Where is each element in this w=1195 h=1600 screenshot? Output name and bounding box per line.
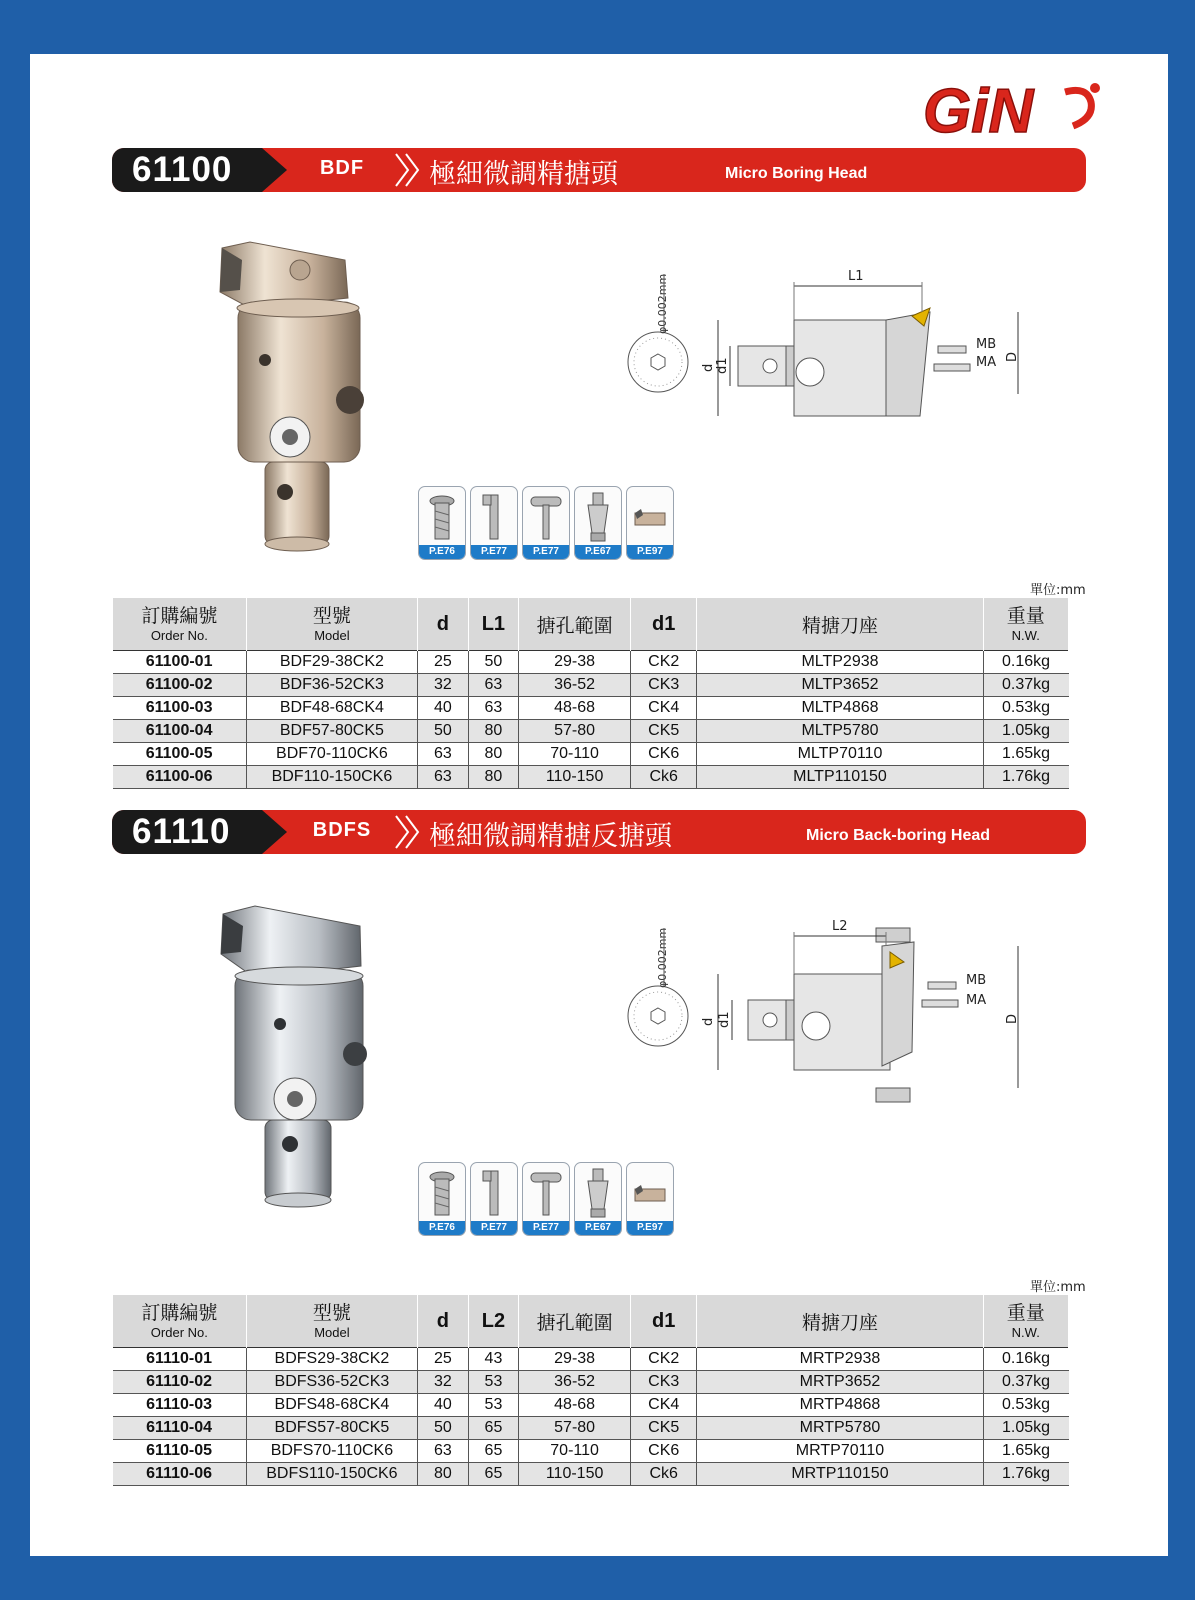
d1-value: Ck6: [630, 1463, 696, 1486]
t-wrench-icon: [523, 1165, 569, 1221]
d-value: 40: [418, 697, 469, 720]
d-value: 40: [418, 1394, 469, 1417]
holder-value: MLTP4868: [697, 697, 983, 720]
order-no: 61110-03: [113, 1394, 247, 1417]
table-row: [113, 720, 1069, 743]
accessory-ref: P.E67: [575, 545, 621, 559]
col-holder: 精搪刀座: [697, 1295, 983, 1348]
accessory-ref: P.E76: [419, 545, 465, 559]
catalog-page: [30, 54, 1168, 1556]
accessory-shank-card[interactable]: [574, 486, 622, 560]
weight-value: 0.16kg: [983, 651, 1068, 674]
d1-value: Ck6: [630, 766, 696, 789]
dim-label-MB: MB: [966, 973, 987, 988]
accessory-insert-holder-card[interactable]: [626, 1162, 674, 1236]
d-value: 32: [418, 674, 469, 697]
d1-value: CK5: [630, 1417, 696, 1440]
length-value: 50: [468, 651, 519, 674]
length-value: 53: [468, 1394, 519, 1417]
model: BDFS36-52CK3: [246, 1371, 417, 1394]
order-no: 61100-04: [113, 720, 247, 743]
col-range: 搪孔範圍: [519, 1295, 631, 1348]
d-value: 25: [418, 1348, 469, 1371]
col-length: L2: [468, 1295, 519, 1348]
d1-value: CK2: [630, 1348, 696, 1371]
col-model: 型號 Model: [246, 1295, 417, 1348]
d-value: 32: [418, 1371, 469, 1394]
weight-value: 1.05kg: [983, 720, 1068, 743]
accessory-t-wrench-card[interactable]: [522, 486, 570, 560]
weight-value: 1.05kg: [983, 1417, 1068, 1440]
holder-value: MRTP2938: [697, 1348, 983, 1371]
length-value: 63: [468, 674, 519, 697]
section-number: 61100: [132, 150, 233, 189]
range-value: 36-52: [519, 674, 631, 697]
col-order: 訂購編號 Order No.: [113, 1295, 247, 1348]
dim-label-d: d: [701, 1017, 716, 1026]
accessory-shank-card[interactable]: [574, 1162, 622, 1236]
dial-label: φ0.002mm: [656, 927, 669, 988]
hex-key-icon: [471, 489, 517, 545]
range-value: 70-110: [519, 1440, 631, 1463]
accessory-insert-holder-card[interactable]: [626, 486, 674, 560]
model: BDFS48-68CK4: [246, 1394, 417, 1417]
range-value: 29-38: [519, 651, 631, 674]
range-value: 57-80: [519, 1417, 631, 1440]
holder-value: MRTP70110: [697, 1440, 983, 1463]
range-value: 110-150: [519, 1463, 631, 1486]
col-length: L1: [468, 598, 519, 651]
holder-value: MLTP5780: [697, 720, 983, 743]
model: BDF110-150CK6: [246, 766, 417, 789]
length-value: 53: [468, 1371, 519, 1394]
holder-value: MLTP110150: [697, 766, 983, 789]
range-value: 36-52: [519, 1371, 631, 1394]
section-title-zh: 極細微調精搪頭: [429, 159, 618, 190]
model: BDF29-38CK2: [246, 651, 417, 674]
dimension-drawing-bdf: [620, 264, 1040, 434]
accessory-hex-key-card[interactable]: [470, 1162, 518, 1236]
dim-label-d: d: [701, 363, 716, 372]
shank-icon: [575, 489, 621, 545]
length-value: 63: [468, 697, 519, 720]
accessory-icons-61110: [418, 1162, 674, 1236]
insert-holder-icon: [627, 489, 673, 545]
section-title-zh: 極細微調精搪反搪頭: [429, 821, 672, 852]
range-value: 57-80: [519, 720, 631, 743]
section-number: 61110: [132, 812, 231, 851]
shank-icon: [575, 1165, 621, 1221]
col-range: 搪孔範圍: [519, 598, 631, 651]
order-no: 61100-05: [113, 743, 247, 766]
holder-value: MRTP110150: [697, 1463, 983, 1486]
table-row: [113, 1440, 1069, 1463]
order-no: 61110-01: [113, 1348, 247, 1371]
spec-table-61100: [112, 598, 1069, 789]
holder-value: MRTP4868: [697, 1394, 983, 1417]
accessory-ref: P.E77: [523, 545, 569, 559]
length-value: 65: [468, 1417, 519, 1440]
holder-value: MRTP5780: [697, 1417, 983, 1440]
accessory-ref: P.E77: [471, 1221, 517, 1235]
range-value: 70-110: [519, 743, 631, 766]
model: BDFS29-38CK2: [246, 1348, 417, 1371]
screw-icon: [419, 489, 465, 545]
table-row: [113, 1394, 1069, 1417]
d1-value: CK3: [630, 1371, 696, 1394]
order-no: 61110-05: [113, 1440, 247, 1463]
length-value: 65: [468, 1440, 519, 1463]
length-value: 43: [468, 1348, 519, 1371]
col-d: d: [418, 598, 469, 651]
dim-label-MA: MA: [976, 355, 997, 370]
model: BDF48-68CK4: [246, 697, 417, 720]
section-header-61100: [112, 148, 1086, 192]
d1-value: CK2: [630, 651, 696, 674]
accessory-ref: P.E97: [627, 1221, 673, 1235]
d-value: 50: [418, 1417, 469, 1440]
table-row: [113, 1348, 1069, 1371]
table-row: [113, 1417, 1069, 1440]
section-header-61110: [112, 810, 1086, 854]
length-value: 65: [468, 1463, 519, 1486]
chevron-icon: [392, 150, 426, 190]
insert-holder-icon: [627, 1165, 673, 1221]
dimension-drawing-bdfs: [620, 916, 1040, 1116]
length-value: 80: [468, 766, 519, 789]
weight-value: 0.53kg: [983, 697, 1068, 720]
col-model: 型號 Model: [246, 598, 417, 651]
order-no: 61110-04: [113, 1417, 247, 1440]
dim-label-D: D: [1005, 1013, 1020, 1024]
dim-label-MA: MA: [966, 993, 987, 1008]
col-order: 訂購編號 Order No.: [113, 598, 247, 651]
d1-value: CK6: [630, 1440, 696, 1463]
unit-label: 單位:mm: [1030, 1280, 1086, 1295]
model: BDF70-110CK6: [246, 743, 417, 766]
table-row: [113, 651, 1069, 674]
accessory-hex-key-card[interactable]: [470, 486, 518, 560]
range-value: 110-150: [519, 766, 631, 789]
table-row: [113, 674, 1069, 697]
range-value: 48-68: [519, 697, 631, 720]
chevron-icon: [392, 812, 426, 852]
dim-label-d1: d1: [717, 1011, 732, 1028]
accessory-icons-61100: [418, 486, 674, 560]
dim-label-length: L1: [848, 269, 864, 284]
d-value: 63: [418, 743, 469, 766]
weight-value: 1.76kg: [983, 766, 1068, 789]
accessory-ref: P.E77: [523, 1221, 569, 1235]
table-row: [113, 1371, 1069, 1394]
order-no: 61100-06: [113, 766, 247, 789]
model: BDF57-80CK5: [246, 720, 417, 743]
holder-value: MLTP70110: [697, 743, 983, 766]
holder-value: MLTP3652: [697, 674, 983, 697]
accessory-t-wrench-card[interactable]: [522, 1162, 570, 1236]
holder-value: MLTP2938: [697, 651, 983, 674]
col-weight: 重量 N.W.: [983, 598, 1068, 651]
order-no: 61100-01: [113, 651, 247, 674]
table-row: [113, 766, 1069, 789]
weight-value: 0.16kg: [983, 1348, 1068, 1371]
section-title-en: Micro Boring Head: [725, 165, 868, 182]
dim-label-d1: d1: [715, 357, 730, 374]
accessory-screw-card[interactable]: [418, 1162, 466, 1236]
dial-label: φ0.002mm: [656, 273, 669, 334]
col-d1: d1: [630, 598, 696, 651]
col-weight: 重量 N.W.: [983, 1295, 1068, 1348]
model: BDFS70-110CK6: [246, 1440, 417, 1463]
weight-value: 0.53kg: [983, 1394, 1068, 1417]
svg-text:GiN: GiN: [923, 77, 1034, 144]
section-code: BDFS: [312, 819, 372, 841]
table-row: [113, 697, 1069, 720]
section-code: BDF: [319, 157, 365, 179]
table-row: [113, 743, 1069, 766]
length-value: 80: [468, 743, 519, 766]
accessory-screw-card[interactable]: [418, 486, 466, 560]
d-value: 80: [418, 1463, 469, 1486]
range-value: 48-68: [519, 1394, 631, 1417]
accessory-ref: P.E97: [627, 545, 673, 559]
d1-value: CK6: [630, 743, 696, 766]
dim-label-D: D: [1005, 351, 1020, 362]
order-no: 61100-03: [113, 697, 247, 720]
table-row: [113, 1463, 1069, 1486]
model: BDFS110-150CK6: [246, 1463, 417, 1486]
spec-table-61110: [112, 1295, 1069, 1486]
product-photo-bdf: [210, 240, 385, 560]
weight-value: 1.65kg: [983, 1440, 1068, 1463]
weight-value: 1.76kg: [983, 1463, 1068, 1486]
model: BDF36-52CK3: [246, 674, 417, 697]
accessory-ref: P.E76: [419, 1221, 465, 1235]
weight-value: 0.37kg: [983, 674, 1068, 697]
accessory-ref: P.E77: [471, 545, 517, 559]
d-value: 50: [418, 720, 469, 743]
holder-value: MRTP3652: [697, 1371, 983, 1394]
hex-key-icon: [471, 1165, 517, 1221]
d1-value: CK3: [630, 674, 696, 697]
d-value: 25: [418, 651, 469, 674]
d-value: 63: [418, 1440, 469, 1463]
d1-value: CK4: [630, 697, 696, 720]
col-holder: 精搪刀座: [697, 598, 983, 651]
dim-label-MB: MB: [976, 337, 997, 352]
weight-value: 0.37kg: [983, 1371, 1068, 1394]
model: BDFS57-80CK5: [246, 1417, 417, 1440]
weight-value: 1.65kg: [983, 743, 1068, 766]
unit-label: 單位:mm: [1030, 583, 1086, 598]
product-photo-bdfs: [215, 904, 390, 1219]
section-title-en: Micro Back-boring Head: [806, 827, 991, 844]
dim-label-length: L2: [832, 919, 848, 934]
length-value: 80: [468, 720, 519, 743]
t-wrench-icon: [523, 489, 569, 545]
gin-logo: [915, 74, 1115, 144]
col-d: d: [418, 1295, 469, 1348]
range-value: 29-38: [519, 1348, 631, 1371]
d-value: 63: [418, 766, 469, 789]
order-no: 61110-06: [113, 1463, 247, 1486]
screw-icon: [419, 1165, 465, 1221]
col-d1: d1: [630, 1295, 696, 1348]
d1-value: CK4: [630, 1394, 696, 1417]
d1-value: CK5: [630, 720, 696, 743]
order-no: 61110-02: [113, 1371, 247, 1394]
order-no: 61100-02: [113, 674, 247, 697]
accessory-ref: P.E67: [575, 1221, 621, 1235]
